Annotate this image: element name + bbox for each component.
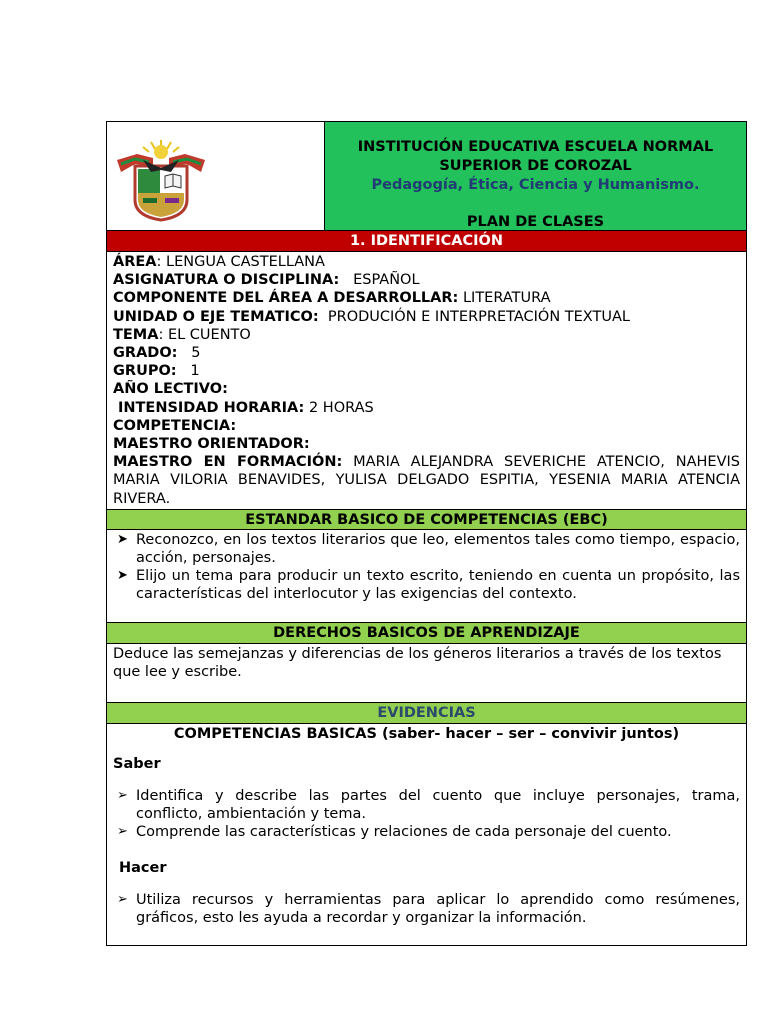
maestro-formacion-label: MAESTRO EN FORMACIÓN: — [113, 454, 343, 471]
lesson-plan-document — [106, 121, 747, 946]
maestro-formacion-value: MARIA ALEJANDRA SEVERICHE ATENCIO, NAHEVIS MARIA VILORIA BENAVIDES, YULISA DELGADO ESPITIA, YESENIA MARIA ATENCIA RIVERA. — [113, 454, 740, 507]
evidencias-section — [107, 725, 746, 945]
saber-list — [113, 787, 740, 841]
ebc-heading: ESTANDAR BASICO DE COMPETENCIAS (EBC) — [107, 509, 746, 530]
componente-line — [113, 289, 740, 307]
arrow-bullet-icon: ➢ — [117, 787, 128, 803]
unidad-value: PRODUCIÓN E INTERPRETACIÓN TEXTUAL — [318, 308, 630, 325]
area-line — [113, 253, 740, 271]
anio-label: AÑO LECTIVO: — [113, 381, 228, 398]
hacer-item-text: Utiliza recursos y herramientas para aplicar lo aprendido como resúmenes, gráficos, esto les ayuda a recordar y organizar la información. — [136, 891, 740, 926]
grupo-value: 1 — [176, 363, 200, 380]
intensidad-value: 2 HORAS — [304, 399, 374, 416]
arrow-bullet-icon: ➢ — [117, 891, 128, 907]
hacer-list — [113, 891, 740, 927]
identification-heading: 1. IDENTIFICACIÓN — [107, 231, 746, 252]
area-label: ÁREA — [113, 254, 157, 270]
arrow-bullet-icon: ➤ — [117, 531, 128, 547]
tema-label: TEMA — [113, 326, 159, 343]
maestro-formacion-line — [113, 453, 740, 508]
asignatura-label: ASIGNATURA O DISCIPLINA: — [113, 272, 340, 289]
maestro-orientador-label: MAESTRO ORIENTADOR: — [113, 436, 310, 453]
arrow-bullet-icon: ➢ — [117, 823, 128, 839]
institution-motto: Pedagogía, Ética, Ciencia y Humanismo. — [371, 177, 700, 193]
competencia-label: COMPETENCIA: — [113, 417, 237, 434]
header-row — [107, 122, 746, 231]
ebc-section — [107, 530, 746, 623]
competencia-line — [113, 417, 740, 435]
asignatura-value: ESPAÑOL — [339, 272, 420, 289]
institution-name-line1: INSTITUCIÓN EDUCATIVA ESCUELA NORMAL — [357, 139, 714, 155]
grado-label: GRADO: — [113, 345, 178, 362]
intensidad-label: INTENSIDAD HORARIA: — [118, 399, 305, 416]
list-item — [113, 891, 740, 927]
list-item — [113, 823, 740, 841]
tema-value: : EL CUENTO — [158, 326, 251, 343]
competencias-title: COMPETENCIAS BASICAS (saber- hacer – ser – convivir juntos) — [173, 725, 680, 742]
saber-label: Saber — [113, 755, 161, 772]
unidad-line — [113, 308, 740, 326]
saber-item-text: Identifica y describe las partes del cuento que incluye personajes, trama, conflicto, ambientación y tema. — [136, 787, 740, 822]
school-crest-icon — [113, 138, 209, 222]
ebc-item-text: Reconozco, en los textos literarios que leo, elementos tales como tiempo, espacio, acción, personajes. — [136, 531, 740, 566]
grupo-line — [113, 362, 740, 380]
anio-line — [113, 380, 740, 398]
intensidad-line — [113, 399, 740, 417]
ebc-list — [107, 531, 746, 603]
componente-label: COMPONENTE DEL ÁREA A DESARROLLAR: — [113, 290, 459, 307]
list-item — [113, 531, 740, 567]
componente-value: LITERATURA — [458, 290, 551, 307]
grado-value: 5 — [177, 345, 201, 362]
area-value: : LENGUA CASTELLANA — [156, 254, 325, 270]
plan-title: PLAN DE CLASES — [466, 214, 605, 230]
evidencias-heading: EVIDENCIAS — [107, 703, 746, 724]
dba-heading: DERECHOS BASICOS DE APRENDIZAJE — [107, 623, 746, 644]
asignatura-line — [113, 271, 740, 289]
title-cell — [325, 122, 746, 230]
list-item — [113, 567, 740, 603]
dba-text: Deduce las semejanzas y diferencias de los géneros literarios a través de los textos que lee y escribe. — [107, 644, 746, 703]
ebc-item-text: Elijo un tema para producir un texto escrito, teniendo en cuenta un propósito, las características del interlocutor y las exigencias del contexto. — [136, 567, 740, 602]
saber-item-text: Comprende las características y relaciones de cada personaje del cuento. — [136, 823, 672, 840]
maestro-orientador-line — [113, 435, 740, 453]
list-item — [113, 787, 740, 823]
hacer-label: Hacer — [119, 859, 167, 876]
arrow-bullet-icon: ➤ — [117, 567, 128, 583]
unidad-label: UNIDAD O EJE TEMATICO: — [113, 308, 319, 325]
identification-section — [107, 252, 746, 509]
logo-cell — [107, 122, 325, 230]
institution-name-line2: SUPERIOR DE COROZAL — [439, 158, 632, 174]
grado-line — [113, 344, 740, 362]
grupo-label: GRUPO: — [113, 363, 177, 380]
tema-line — [113, 326, 740, 344]
